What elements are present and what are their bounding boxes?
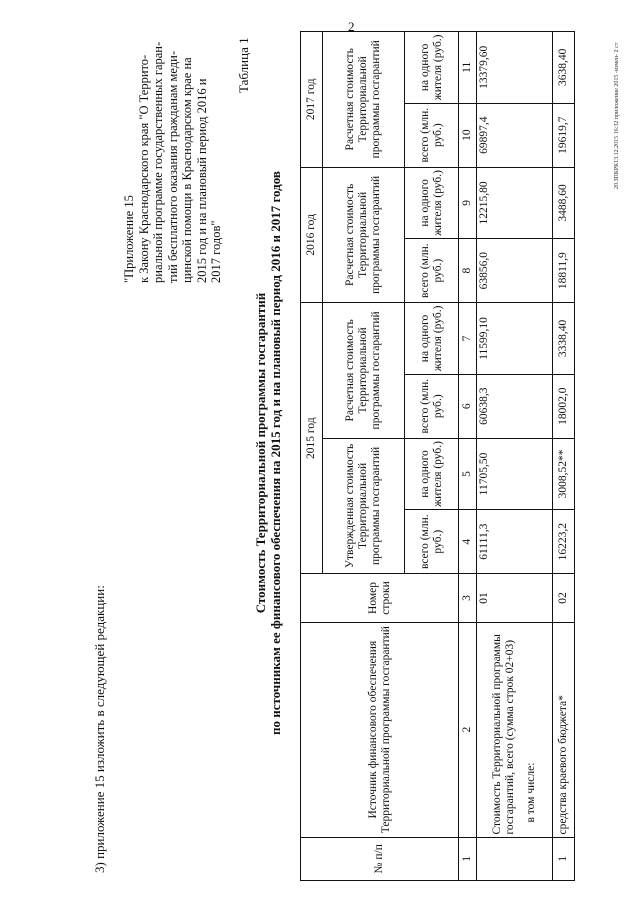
appendix-line: 2015 год и на плановый период 2016 и <box>194 78 209 283</box>
header-total: всего (млн. руб.) <box>405 510 459 574</box>
row-line-number: 01 <box>477 574 553 623</box>
appendix-line: "Приложение 15 <box>122 195 136 283</box>
row-line-number: 02 <box>553 574 575 623</box>
header-estimated-cost-2017: Расчетная стоимость Территориальной программы госгарантий <box>323 32 405 168</box>
header-source: Источник финансового обеспечения Территориальной программы госгарантий <box>301 622 459 837</box>
row-subtitle: в том числе: <box>525 762 537 823</box>
header-total: всего (млн. руб.) <box>405 239 459 303</box>
appendix-reference <box>122 13 224 283</box>
cell-value: 3008,52** <box>553 438 575 510</box>
header-per-capita: на одного жителя (руб.) <box>405 303 459 375</box>
cell-value: 60638,3 <box>477 374 553 438</box>
column-number: 10 <box>459 103 477 167</box>
cell-value: 61111,3 <box>477 510 553 574</box>
header-total: всего (млн. руб.) <box>405 374 459 438</box>
cell-value: 18002,0 <box>553 374 575 438</box>
column-number: 11 <box>459 32 477 104</box>
appendix-line: тий бесплатного оказания гражданам меди- <box>165 51 180 283</box>
column-number: 3 <box>459 574 477 623</box>
row-source-text: Стоимость Территориальной программы госгарантий, всего (сумма строк 02+03) <box>491 634 516 835</box>
footer-stamp: 20.ЗПКРК13.12.2015 16:32 приложение 2015 -измен- 2 ст <box>614 42 620 189</box>
column-number: 2 <box>459 622 477 837</box>
table-row <box>477 32 553 881</box>
heading-line: Стоимость Территориальной программы госгарантий <box>253 292 268 614</box>
cell-value: 12215,80 <box>477 167 553 239</box>
row-source <box>477 622 553 837</box>
heading-line: по источникам ее финансового обеспечения на 2015 год и на плановый период 2016 и 2017 годов <box>268 171 283 735</box>
cell-value: 3488,60 <box>553 167 575 239</box>
header-year-2017: 2017 год <box>301 32 323 168</box>
cell-value: 69897,4 <box>477 103 553 167</box>
row-number: 1 <box>553 837 575 880</box>
header-row-number: Номер строки <box>301 574 459 623</box>
appendix-line: риальной программе государственных гаран- <box>151 41 165 283</box>
header-estimated-cost-2016: Расчетная стоимость Территориальной программы госгарантий <box>323 167 405 303</box>
cell-value: 11705,50 <box>477 438 553 510</box>
row-number <box>477 837 553 880</box>
column-number: 6 <box>459 374 477 438</box>
cost-table <box>300 31 575 881</box>
header-per-capita: на одного жителя (руб.) <box>405 32 459 104</box>
table-heading <box>253 153 283 753</box>
cell-value: 3338,40 <box>553 303 575 375</box>
rotated-content <box>10 13 630 893</box>
column-number: 4 <box>459 510 477 574</box>
table-row <box>553 32 575 881</box>
header-per-capita: на одного жителя (руб.) <box>405 167 459 239</box>
cell-value: 19619,7 <box>553 103 575 167</box>
cell-value: 3638,40 <box>553 32 575 104</box>
column-number: 5 <box>459 438 477 510</box>
column-number: 7 <box>459 303 477 375</box>
appendix-line: 2017 годов" <box>209 220 223 283</box>
column-number: 1 <box>459 837 477 880</box>
cell-value: 16223,2 <box>553 510 575 574</box>
cell-value: 63856,0 <box>477 239 553 303</box>
header-year-2015: 2015 год <box>301 303 323 574</box>
cell-value: 11599,10 <box>477 303 553 375</box>
column-number: 9 <box>459 167 477 239</box>
page-number: 2 <box>348 19 355 34</box>
column-number: 8 <box>459 239 477 303</box>
header-approved-cost: Утвержденная стоимость Территориальной программы госгарантий <box>323 438 405 574</box>
cell-value: 13379,60 <box>477 32 553 104</box>
header-per-capita: на одного жителя (руб.) <box>405 438 459 510</box>
header-no: № п/п <box>301 837 459 880</box>
header-total: всего (млн. руб.) <box>405 103 459 167</box>
row-source: средства краевого бюджета* <box>553 622 575 837</box>
header-estimated-cost-2015: Расчетная стоимость Территориальной программы госгарантий <box>323 303 405 439</box>
intro-text: 3) приложение 15 изложить в следующей редакции: <box>92 585 107 873</box>
appendix-line: цинской помощи в Краснодарском крае на <box>180 57 194 283</box>
table-label: Таблица 1 <box>236 37 251 93</box>
cell-value: 18811,9 <box>553 239 575 303</box>
appendix-line: к Закону Краснодарского края "О Террито- <box>136 54 151 283</box>
header-year-2016: 2016 год <box>301 167 323 303</box>
